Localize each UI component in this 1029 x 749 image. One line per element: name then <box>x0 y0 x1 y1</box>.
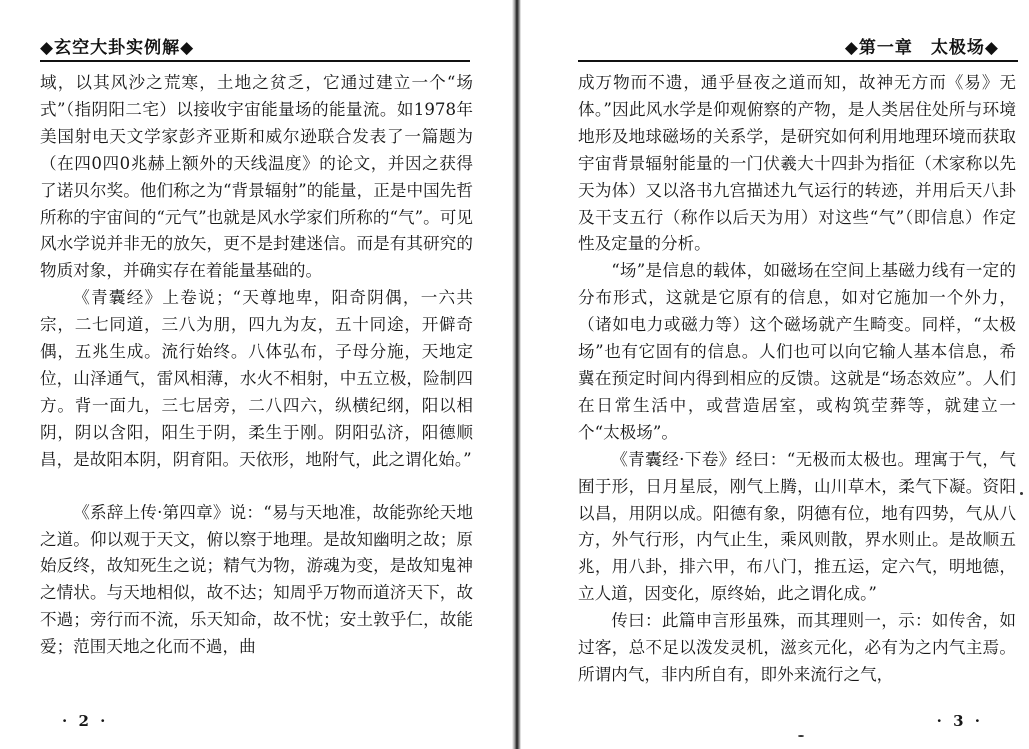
header-rule <box>578 60 1018 62</box>
page-number: · 3 · <box>936 712 983 730</box>
paragraph: “场”是信息的载体，如磁场在空间上基磁力线有一定的分布形式，这就是它原有的信息，如对它施加一个外力，（诸如电力或磁力等）这个磁场就产生畸变。同样，“太极场”也有它固有的信息。人们也可以向它输人基本信息，希冀在预定时间内得到相应的反馈。这就是“场态效应”。人们在日常生活中，或营造居室，或构筑茔葬等，就建立一个“太极场”。 <box>578 261 1016 442</box>
right-page-body <box>578 70 1016 689</box>
paragraph: 《系辞上传·第四章》说：“易与天地准，故能弥纶天地之道。仰以观于天文，俯以察于地理。是故知幽明之故；原始反终，故知死生之说；精气为物，游魂为变，是故知鬼神之情状。与天地相似，故不达；知周乎万物而道济天下，故不過；旁行而不流，乐天知命，故不忧；安土敦乎仁，故能爱；范围天地之化而不過，曲 <box>40 502 473 657</box>
right-page <box>520 0 1029 749</box>
header-rule <box>40 60 470 62</box>
paragraph: 域，以其风沙之荒寒，土地之贫乏，它通过建立一个“场式”（指阴阳二宅）以接收宇宙能量场的能量流。如1978年美国射电天文学家彭齐亚斯和威尔逊联合发表了一篇题为（在四0四0兆赫上额外的天线温度》的论文，并因之获得了诺贝尔奖。他们称之为“背景辐射”的能量，正是中国先哲所称的宇宙间的“元气”也就是风水学家们所称的“气”。可见风水学说并非无的放矢，更不是封建迷信。而是有其研究的物质对象，并确实存在着能量基础的。 <box>40 73 473 281</box>
scan-speck <box>1020 492 1023 495</box>
left-page-body <box>40 70 473 661</box>
paragraph: 《青囊经》上卷说；“天尊地卑，阳奇阴偶，一六共宗，二七同道，三八为朋，四九为友，五十同途，开僻奇偶，五兆生成。流行始终。八体弘布，子母分施，天地定位，山泽通气，雷风相薄，水火不相射，中五立极，险制四方。背一面九，三七居旁，二八四六，纵横纪纲，阳以相阴，阴以含阳，阳生于阴，柔生于刚。阴阳弘济，阳德顺昌，是故阳本阴，阴育阳。天依形，地附气，此之谓化始。” <box>40 288 473 469</box>
page-number: · 2 · <box>62 712 109 730</box>
scan-speck <box>798 735 804 737</box>
running-head-book-title: ◆玄空大卦实例解◆ <box>40 38 195 58</box>
running-head-chapter-title: ◆第一章 太极场◆ <box>844 38 999 58</box>
paragraph: 《青囊经·下卷》经曰：“无极而太极也。理寓于气，气囿于形，日月星辰，刚气上腾，山川草木，柔气下凝。资阳以昌，用阴以成。阳德有象，阴德有位，地有四势，气从八方，外气行形，内气止生，乘风则散，界水则止。是故顺五兆，用八卦，排六甲，布八门，推五运，定六气，明地德，立人道，因变化，原终始，此之谓化成。” <box>578 449 1016 604</box>
paragraph: 成万物而不遗，通乎昼夜之道而知，故神无方而《易》无体。”因此风水学是仰观俯察的产物，是人类居住处所与环境地形及地球磁场的关系学，是研究如何利用地理环境而获取宇宙背景辐射能量的一门伏羲大十四卦为指征（术家称以先天为体）又以洛书九宫描述九气运行的转迹，并用后天八卦及干支五行（称作以后天为用）对这些“气”（即信息）作定性及定量的分析。 <box>578 73 1016 254</box>
paragraph: 传曰：此篇申言形虽殊，而其理则一，示：如传舍，如过客，总不足以泼发灵机，滋亥元化，必有为之内气主焉。所谓内气，非内所自有，即外来流行之气， <box>578 611 1016 684</box>
